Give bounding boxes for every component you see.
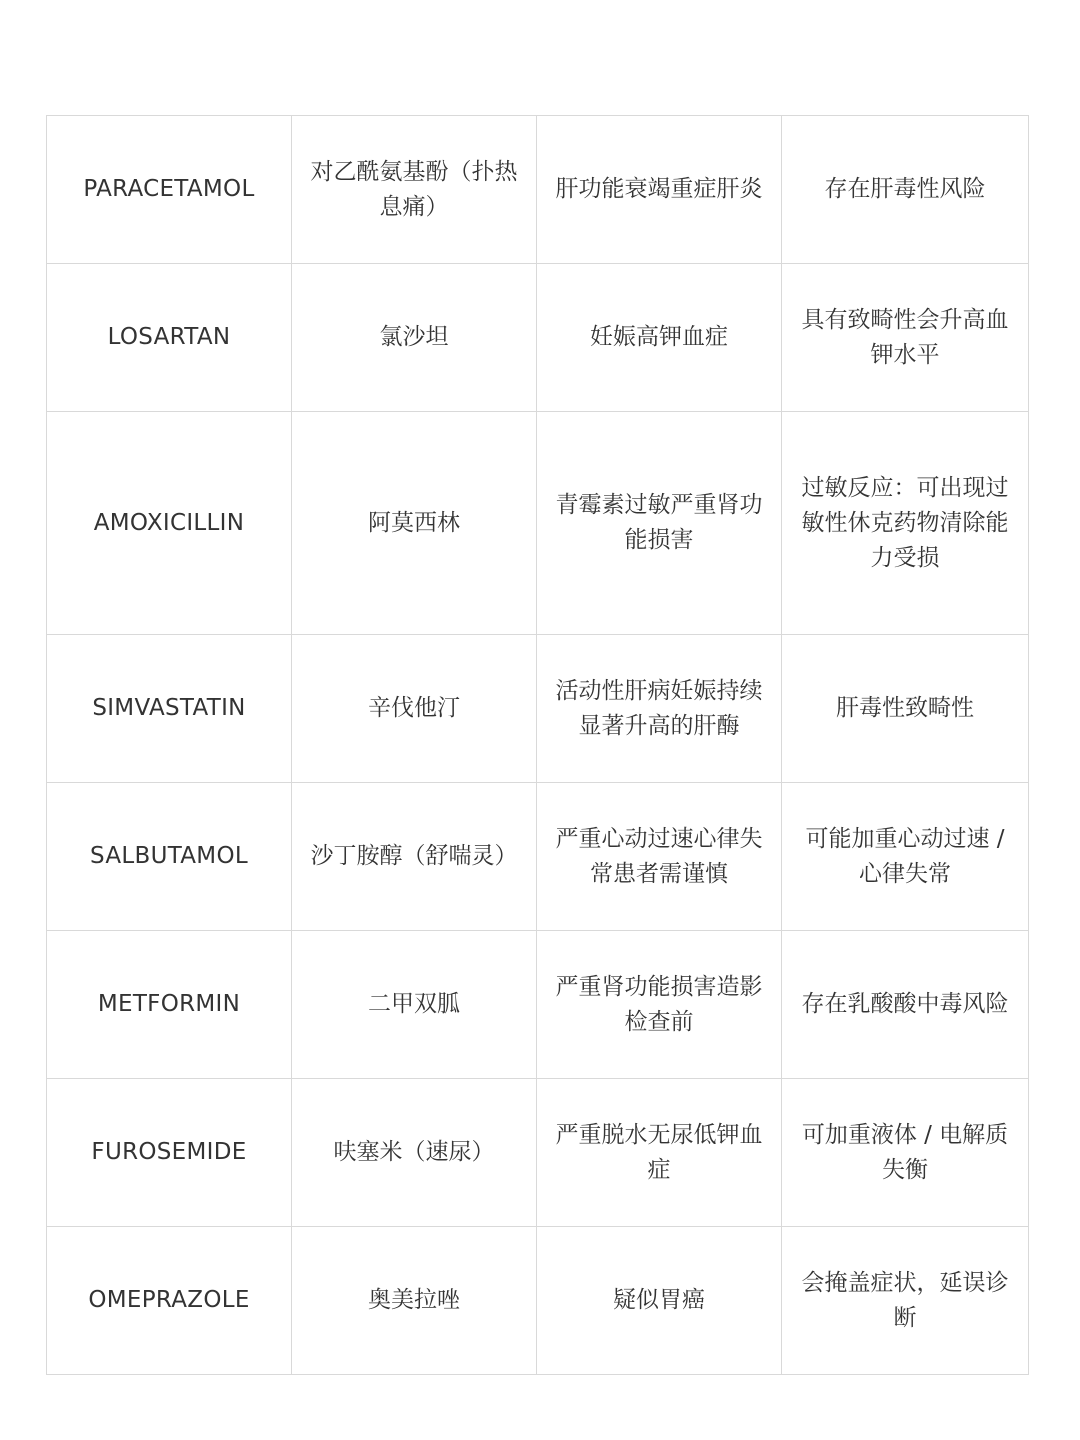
drug-english-name: PARACETAMOL bbox=[47, 116, 292, 264]
drug-contraindication: 严重心动过速心律失常患者需谨慎 bbox=[537, 783, 782, 931]
drug-contraindication: 活动性肝病妊娠持续显著升高的肝酶 bbox=[537, 635, 782, 783]
table-row bbox=[47, 1227, 1029, 1375]
drug-chinese-name: 呋塞米（速尿） bbox=[292, 1079, 537, 1227]
drug-note: 具有致畸性会升高血钾水平 bbox=[782, 264, 1029, 412]
drug-contraindication-table bbox=[46, 115, 1029, 1375]
table-row bbox=[47, 116, 1029, 264]
table-row bbox=[47, 931, 1029, 1079]
table-row bbox=[47, 1079, 1029, 1227]
drug-note: 肝毒性致畸性 bbox=[782, 635, 1029, 783]
table-row bbox=[47, 635, 1029, 783]
drug-contraindication: 严重脱水无尿低钾血症 bbox=[537, 1079, 782, 1227]
drug-chinese-name: 奥美拉唑 bbox=[292, 1227, 537, 1375]
drug-english-name: LOSARTAN bbox=[47, 264, 292, 412]
table-row bbox=[47, 783, 1029, 931]
table-row bbox=[47, 412, 1029, 635]
drug-contraindication: 妊娠高钾血症 bbox=[537, 264, 782, 412]
drug-chinese-name: 氯沙坦 bbox=[292, 264, 537, 412]
drug-english-name: METFORMIN bbox=[47, 931, 292, 1079]
drug-english-name: OMEPRAZOLE bbox=[47, 1227, 292, 1375]
drug-contraindication: 严重肾功能损害造影检查前 bbox=[537, 931, 782, 1079]
drug-chinese-name: 二甲双胍 bbox=[292, 931, 537, 1079]
drug-note: 会掩盖症状，延误诊断 bbox=[782, 1227, 1029, 1375]
drug-note: 过敏反应：可出现过敏性休克药物清除能力受损 bbox=[782, 412, 1029, 635]
table-row bbox=[47, 264, 1029, 412]
drug-contraindication: 肝功能衰竭重症肝炎 bbox=[537, 116, 782, 264]
drug-chinese-name: 沙丁胺醇（舒喘灵） bbox=[292, 783, 537, 931]
drug-english-name: FUROSEMIDE bbox=[47, 1079, 292, 1227]
drug-english-name: AMOXICILLIN bbox=[47, 412, 292, 635]
drug-note: 可能加重心动过速 / 心律失常 bbox=[782, 783, 1029, 931]
drug-chinese-name: 辛伐他汀 bbox=[292, 635, 537, 783]
drug-note: 存在乳酸酸中毒风险 bbox=[782, 931, 1029, 1079]
drug-contraindication: 疑似胃癌 bbox=[537, 1227, 782, 1375]
drug-contraindication: 青霉素过敏严重肾功能损害 bbox=[537, 412, 782, 635]
drug-english-name: SIMVASTATIN bbox=[47, 635, 292, 783]
drug-chinese-name: 对乙酰氨基酚（扑热息痛） bbox=[292, 116, 537, 264]
drug-note: 存在肝毒性风险 bbox=[782, 116, 1029, 264]
drug-note: 可加重液体 / 电解质失衡 bbox=[782, 1079, 1029, 1227]
drug-english-name: SALBUTAMOL bbox=[47, 783, 292, 931]
drug-chinese-name: 阿莫西林 bbox=[292, 412, 537, 635]
